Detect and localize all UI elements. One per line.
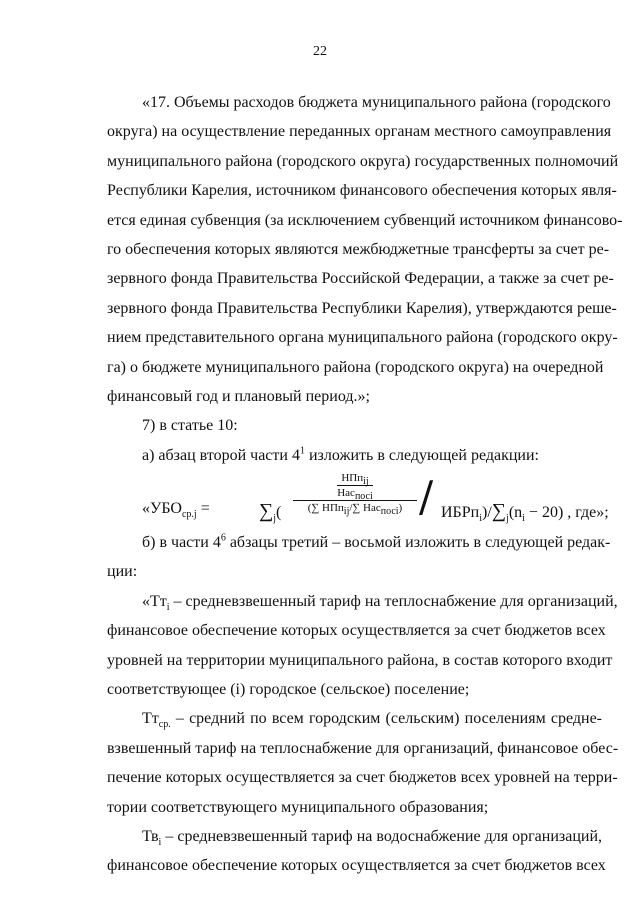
- item-b-cont: ции:: [107, 563, 138, 581]
- page-number: 22: [313, 44, 327, 59]
- paragraph-17-line: нием представительного органа муниципального района (городского окру-: [107, 329, 618, 347]
- definition-tv-i: $Тв_i$ – средневзвешенный тариф на водоснабжение для организаций,: [142, 827, 602, 849]
- paragraph-17-line: ется единая субвенция (за исключением субвенций источником финансово-: [107, 211, 623, 229]
- formula-slash: /: [419, 472, 434, 522]
- definition-tt-i-line: уровней на территории муниципального района, в состав которого входит: [107, 651, 613, 669]
- definition-tt-sr: $Тт_{ср.}$ – средний по всем городским (сельским) поселениям средне-: [142, 710, 602, 731]
- paragraph-17-line: го обеспечения которых являются межбюджетные трансферты за счет ре-: [107, 240, 610, 258]
- formula-rhs: $ИБРп_i)/\sum_j(n_i - 20)$ , где»;: [441, 500, 609, 525]
- item-a: а) абзац второй части $4^1$ изложить в следующей редакции:: [142, 445, 539, 464]
- paragraph-17-line: зервного фонда Правительства Российской Федерации, а также за счет ре-: [107, 270, 614, 288]
- definition-tt-sr-line: печение которых осуществляется за счет бюджетов всех уровней на терри-: [107, 769, 618, 787]
- definition-tv-i-line: финансовое обеспечение которых осуществляется за счет бюджетов всех: [107, 857, 606, 875]
- paragraph-17-line: «17. Объемы расходов бюджета муниципального района (городского: [142, 94, 611, 111]
- formula-ubo: [107, 470, 609, 528]
- definition-tt-i-line: финансовое обеспечение которых осуществляется за счет бюджетов всех: [107, 622, 606, 640]
- paragraph-17-line: муниципального района (городского округа) государственных полномочий: [107, 152, 619, 170]
- formula-inner-fraction: $\frac{НПп_{ij}}{Нас_{посi}}$: [337, 472, 373, 503]
- paragraph-17-line: округа) на осуществление переданных органам местного самоуправления: [107, 123, 612, 141]
- definition-tt-i-line: соответствующее (i) городское (сельское) поселение;: [107, 681, 470, 699]
- formula-fraction: $\frac{НПп_{ij}}{Нас_{посi}}$ (∑ НПп$_{ij}$/∑ Нас$_{посi}$): [293, 472, 417, 514]
- item-7: 7) в статье 10:: [142, 417, 238, 435]
- definition-tt-sr-line: взвешенный тариф на теплоснабжение для организаций, финансовое обес-: [107, 739, 619, 757]
- document-body: [107, 88, 623, 881]
- formula-lhs: «$УБО_{ср.j}$ =: [142, 500, 210, 521]
- formula-sum-j: $\sum_j$(: [259, 500, 282, 525]
- item-b: б) в части $4^6$ абзацы третий – восьмой изложить в следующей редак-: [142, 532, 611, 552]
- definition-tt-sr-line: тории соответствующего муниципального образования;: [107, 798, 489, 816]
- definition-tt-i: «$Тт_i$ – средневзвешенный тариф на теплоснабжение для организаций,: [142, 592, 618, 614]
- paragraph-17-line: зервного фонда Правительства Республики Карелия), утверждаются реше-: [107, 299, 617, 317]
- paragraph-17-line: финансовый год и плановый период.»;: [107, 387, 370, 405]
- paragraph-17-line: Республики Карелия, источником финансового обеспечения которых явля-: [107, 182, 617, 200]
- paragraph-17-line: га) о бюджете муниципального района (городского округа) на очередной: [107, 358, 604, 376]
